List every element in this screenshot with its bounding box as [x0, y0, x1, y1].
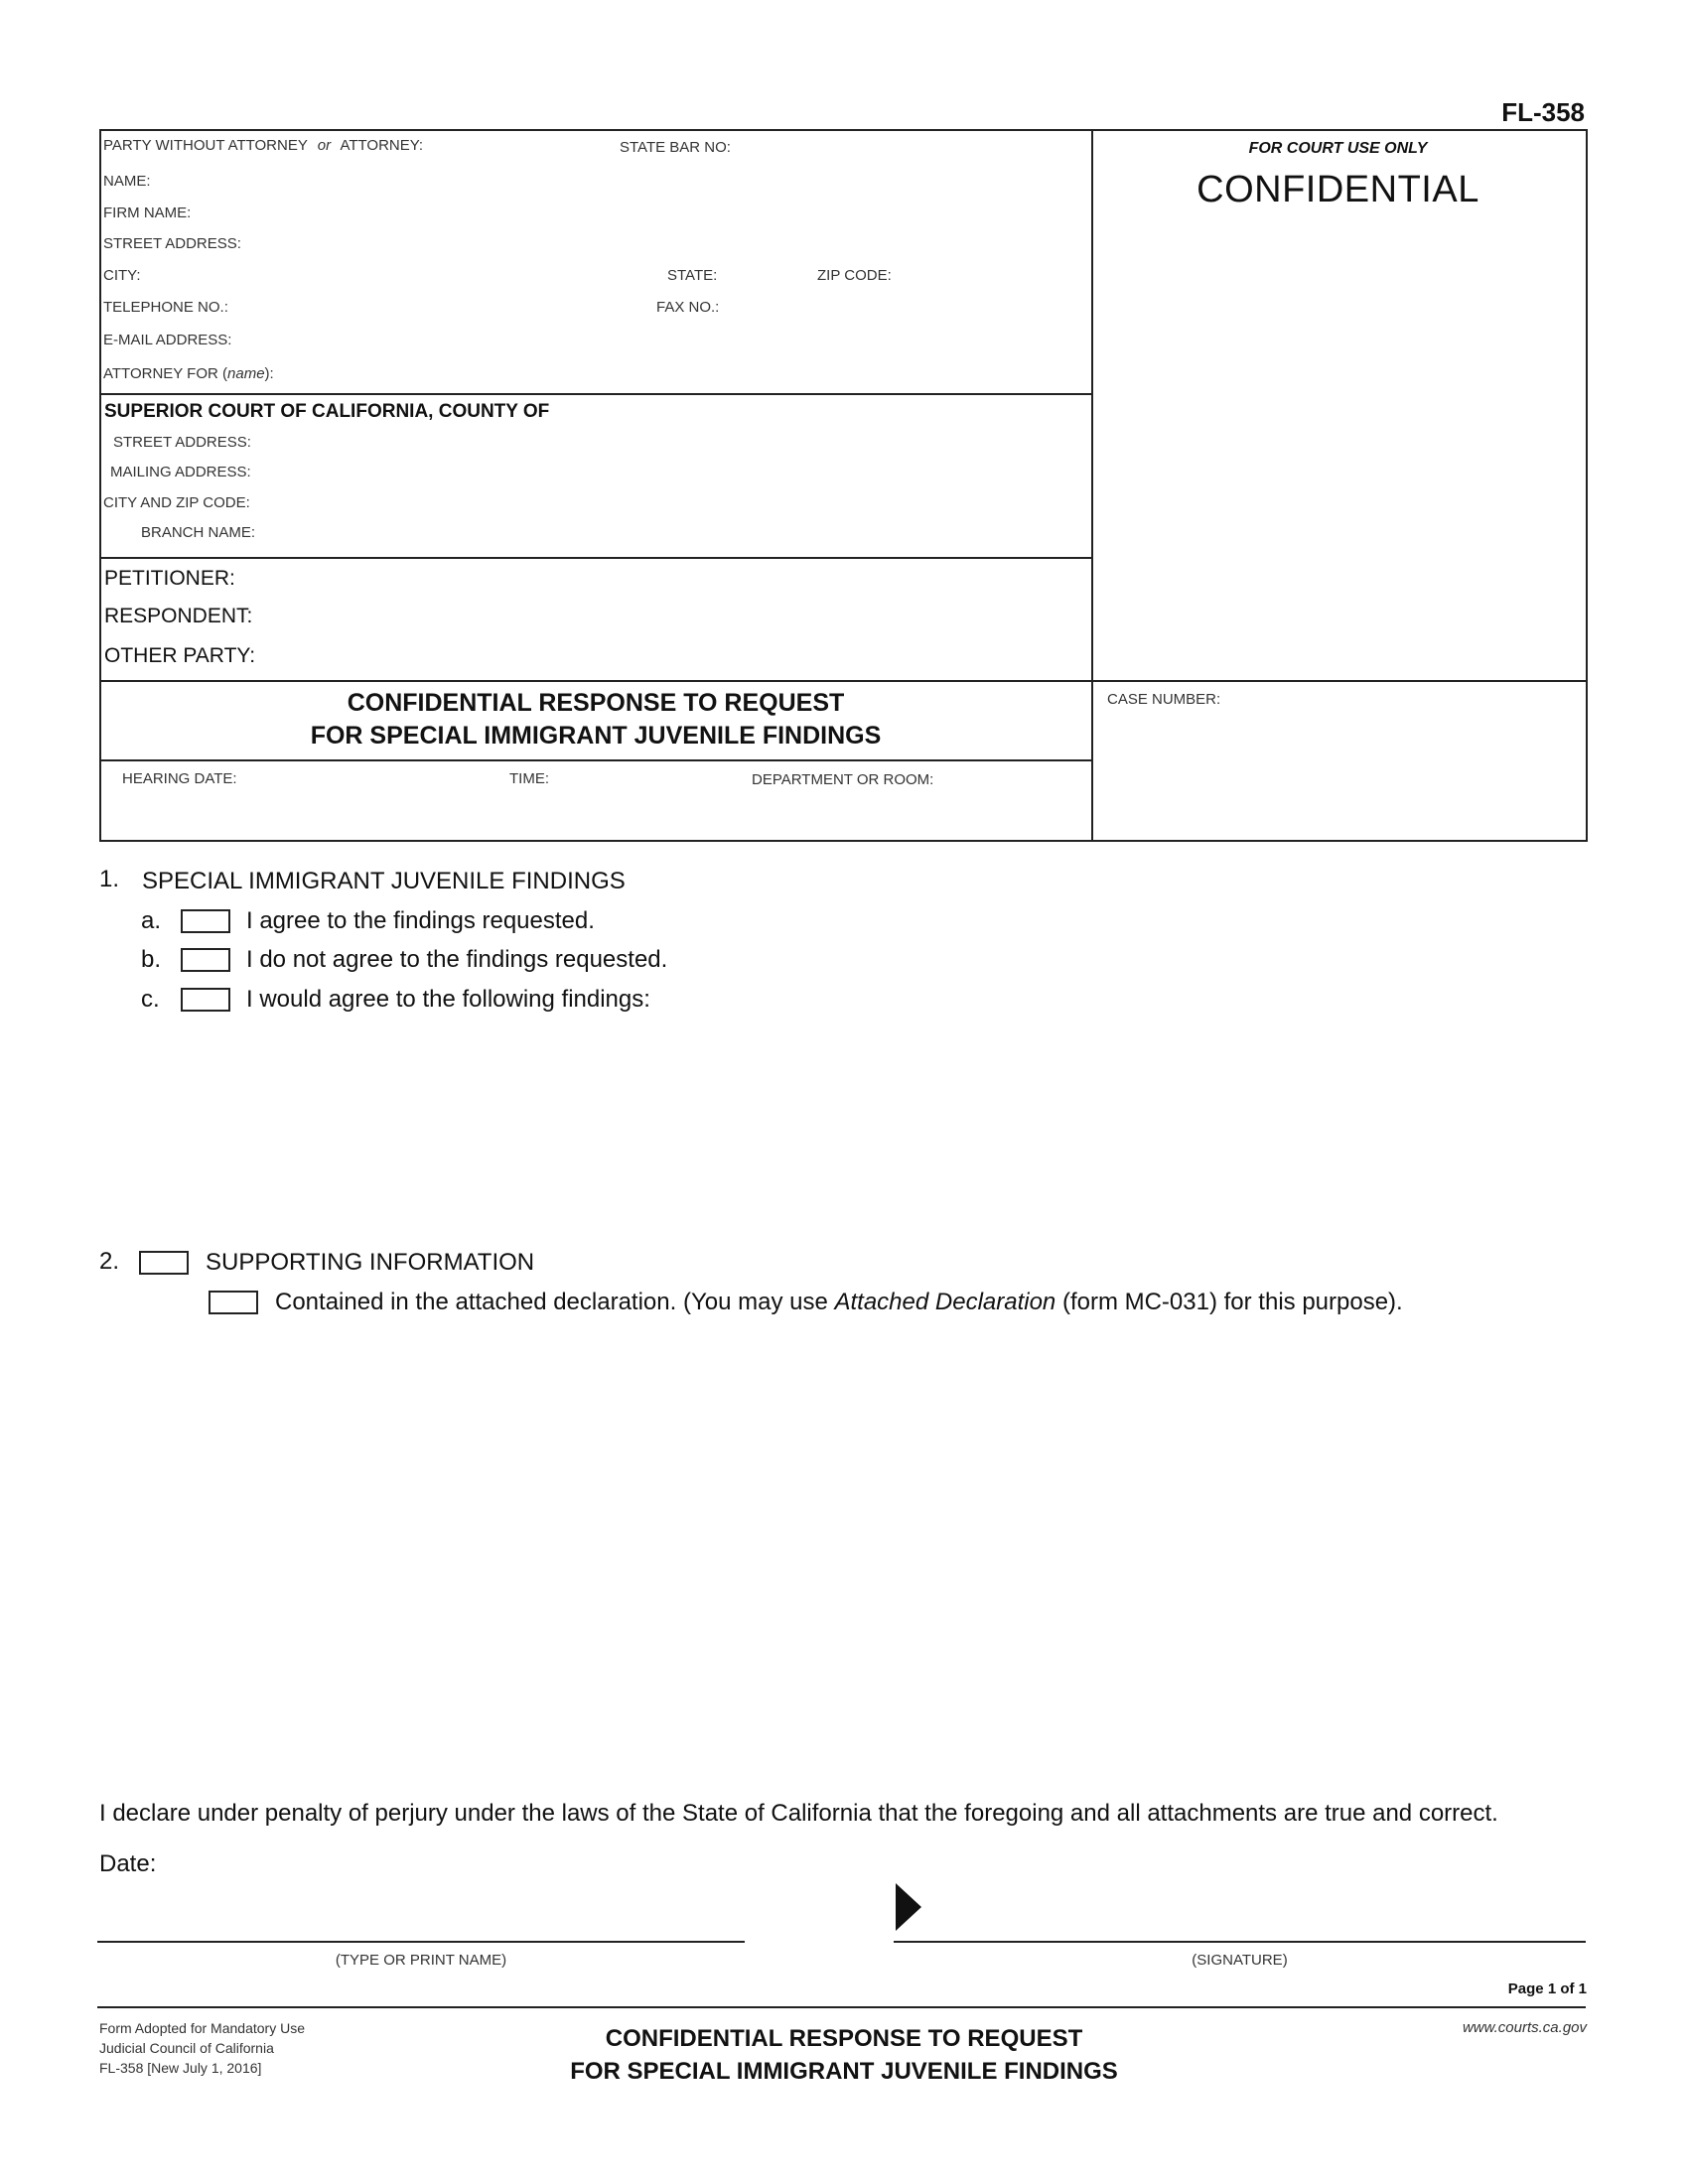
section1-number: 1. [99, 866, 120, 892]
confidential-heading: CONFIDENTIAL [1196, 169, 1479, 210]
other-party-label: OTHER PARTY: [104, 644, 256, 667]
or-text: or [317, 137, 332, 154]
court-title: SUPERIOR COURT OF CALIFORNIA, COUNTY OF [104, 401, 550, 422]
court-street-label: STREET ADDRESS: [113, 434, 251, 451]
footer-rule [97, 2006, 1586, 2008]
section1a-text: I agree to the findings requested. [246, 907, 595, 934]
attorney-text: ATTORNEY: [340, 137, 424, 154]
state-label: STATE: [667, 267, 718, 284]
attorney-for-close-text: ): [264, 365, 274, 382]
attorney-for-text: ATTORNEY FOR ( [103, 365, 228, 382]
section2-title: SUPPORTING INFORMATION [206, 1249, 535, 1276]
signature-arrow-icon [896, 1883, 921, 1931]
courts-website-link[interactable]: www.courts.ca.gov [1462, 2019, 1587, 2036]
date-label: Date: [99, 1850, 157, 1877]
form-number: FL-358 [1501, 97, 1585, 127]
state-bar-label: STATE BAR NO: [620, 139, 731, 156]
court-mailing-label: MAILING ADDRESS: [110, 464, 251, 480]
city-label: CITY: [103, 267, 141, 284]
fax-label: FAX NO.: [656, 299, 720, 316]
case-number-label: CASE NUMBER: [1107, 691, 1221, 708]
section1b-text: I do not agree to the findings requested. [246, 946, 668, 973]
footer-title-line1: CONFIDENTIAL RESPONSE TO REQUEST [605, 2025, 1083, 2052]
section2-number: 2. [99, 1248, 120, 1275]
section1-title: SPECIAL IMMIGRANT JUVENILE FINDINGS [142, 868, 626, 894]
street-address-label: STREET ADDRESS: [103, 235, 241, 252]
court-section-divider [99, 557, 1092, 559]
firm-name-label: FIRM NAME: [103, 205, 192, 221]
title-section-divider [99, 759, 1092, 761]
adopted-text: Form Adopted for Mandatory Use [99, 2020, 305, 2036]
print-name-line[interactable] [97, 1941, 745, 1943]
form-title-line1: CONFIDENTIAL RESPONSE TO REQUEST [347, 689, 845, 717]
hearing-dept-label: DEPARTMENT OR ROOM: [752, 771, 934, 788]
declaration-statement: I declare under penalty of perjury under the laws of the State of California that the foregoing and all attachments are true and correct. [99, 1800, 1498, 1827]
attorney-party-label [103, 137, 423, 154]
section2-text-post: (form MC-031) for this purpose). [1055, 1289, 1403, 1315]
agree-findings-checkbox[interactable] [181, 909, 230, 933]
footer-title-line2: FOR SPECIAL IMMIGRANT JUVENILE FINDINGS [570, 2058, 1118, 2085]
petitioner-label: PETITIONER: [104, 567, 235, 590]
form-title-line2: FOR SPECIAL IMMIGRANT JUVENILE FINDINGS [310, 722, 882, 750]
attached-declaration-checkbox[interactable] [209, 1291, 258, 1314]
zip-code-label: ZIP CODE: [817, 267, 892, 284]
supporting-information-checkbox[interactable] [139, 1251, 189, 1275]
signature-caption: (SIGNATURE) [1192, 1952, 1288, 1969]
section1b-letter: b. [141, 946, 162, 973]
section1c-letter: c. [141, 986, 160, 1013]
name-label: NAME: [103, 173, 151, 190]
page-indicator: Page 1 of 1 [1507, 1980, 1587, 1997]
would-agree-findings-checkbox[interactable] [181, 988, 230, 1012]
section2-text-pre: Contained in the attached declaration. (You may use [275, 1289, 835, 1315]
section1a-letter: a. [141, 907, 162, 934]
not-agree-findings-checkbox[interactable] [181, 948, 230, 972]
signature-line[interactable] [894, 1941, 1586, 1943]
hearing-date-label: HEARING DATE: [122, 770, 237, 787]
attorney-for-label [103, 365, 274, 382]
telephone-label: TELEPHONE NO.: [103, 299, 228, 316]
section1c-text: I would agree to the following findings: [246, 986, 650, 1013]
revision-text: FL-358 [New July 1, 2016] [99, 2060, 262, 2076]
hearing-time-label: TIME: [509, 770, 549, 787]
court-city-zip-label: CITY AND ZIP CODE: [103, 494, 250, 511]
section2-text [275, 1289, 1403, 1316]
party-without-attorney-text: PARTY WITHOUT ATTORNEY [103, 137, 308, 154]
council-text: Judicial Council of California [99, 2040, 274, 2056]
section2-text-italic: Attached Declaration [834, 1289, 1056, 1315]
respondent-label: RESPONDENT: [104, 605, 253, 627]
court-branch-label: BRANCH NAME: [141, 524, 256, 541]
court-use-label: FOR COURT USE ONLY [1248, 140, 1428, 157]
attorney-for-name-text: name [227, 365, 265, 382]
attorney-section-divider [99, 393, 1092, 395]
parties-section-divider [99, 680, 1586, 682]
print-name-caption: (TYPE OR PRINT NAME) [335, 1952, 507, 1969]
email-label: E-MAIL ADDRESS: [103, 332, 232, 348]
